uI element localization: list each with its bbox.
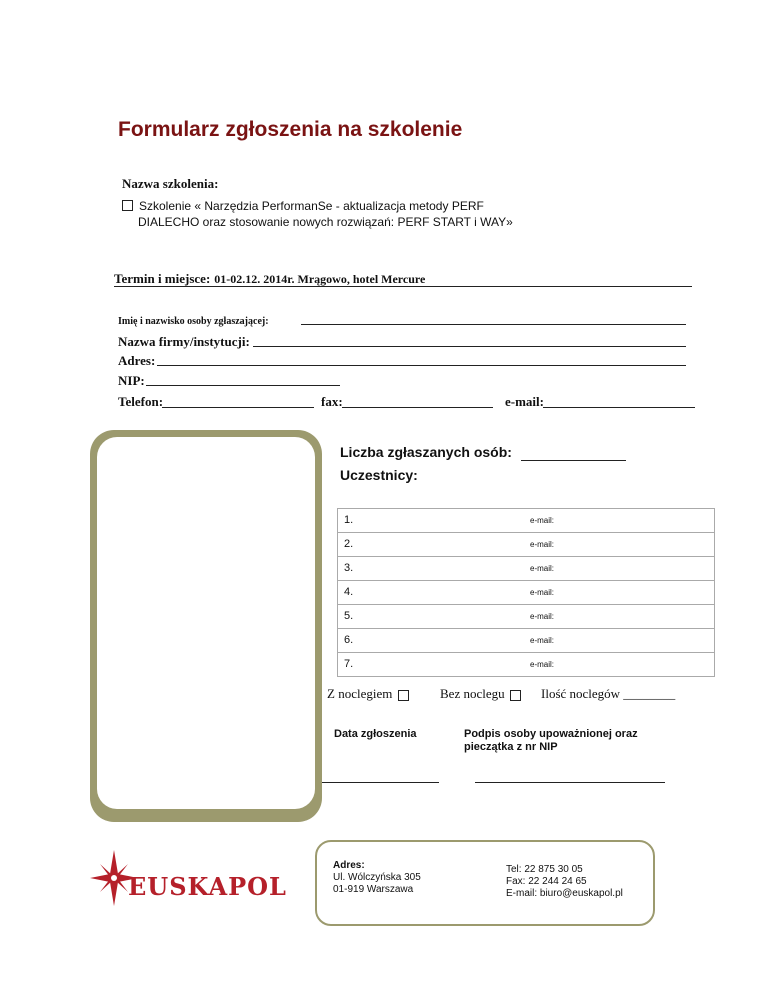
row-number: 5. — [344, 610, 354, 622]
lodging-with — [327, 686, 409, 702]
row-email-label: e-mail: — [530, 564, 555, 573]
contact-details — [506, 864, 623, 900]
address-label: Adres: — [118, 353, 156, 368]
contact-tel: Tel: 22 875 30 05 — [506, 864, 583, 875]
email-label: e-mail: — [505, 394, 544, 409]
page-title: Formularz zgłoszenia na szkolenie — [118, 118, 463, 141]
lodging-without-label: Bez noclegu — [440, 686, 505, 701]
table-row[interactable] — [338, 605, 714, 629]
nip-label: NIP: — [118, 373, 145, 388]
signature-label-line1: Podpis osoby upoważnionej oraz — [464, 728, 638, 740]
person-label: Imię i nazwisko osoby zgłaszającej: — [118, 316, 269, 327]
person-field[interactable] — [301, 324, 686, 325]
lodging-with-label: Z noclegiem — [327, 686, 393, 701]
training-checkbox[interactable] — [122, 200, 133, 211]
table-row[interactable] — [338, 653, 714, 676]
row-number: 4. — [344, 586, 354, 598]
company-field[interactable] — [253, 346, 686, 347]
row-email-label: e-mail: — [530, 516, 555, 525]
term-value: 01-02.12. 2014r. Mrągowo, hotel Mercure — [214, 272, 426, 286]
email-field[interactable] — [543, 407, 695, 408]
table-row[interactable] — [338, 557, 714, 581]
participant-count-text: Liczba zgłaszanych osób: — [340, 444, 512, 460]
phone-field[interactable] — [162, 407, 314, 408]
row-number: 1. — [344, 514, 354, 526]
training-option — [122, 198, 513, 230]
training-text-line1: Szkolenie « Narzędzia PerformanSe - aktualizacja metody PERF — [139, 199, 484, 213]
address-street: Ul. Wólczyńska 305 — [333, 872, 421, 883]
row-number: 3. — [344, 562, 354, 574]
date-field[interactable] — [322, 782, 439, 783]
contact-email[interactable]: E-mail: biuro@euskapol.pl — [506, 888, 623, 899]
address-field[interactable] — [157, 365, 686, 366]
nip-field[interactable] — [146, 385, 340, 386]
row-email-label: e-mail: — [530, 540, 555, 549]
company-label: Nazwa firmy/instytucji: — [118, 334, 250, 349]
participants-label: Uczestnicy: — [340, 467, 418, 483]
fax-label: fax: — [321, 394, 343, 409]
phone-label: Telefon: — [118, 394, 164, 409]
term-label: Termin i miejsce: — [114, 271, 211, 286]
date-label: Data zgłoszenia — [334, 728, 417, 740]
row-email-label: e-mail: — [530, 660, 555, 669]
row-number: 7. — [344, 658, 354, 670]
address-city: 01-919 Warszawa — [333, 884, 414, 895]
participant-count-label — [340, 444, 512, 460]
table-row[interactable] — [338, 629, 714, 653]
signature-label — [464, 728, 638, 754]
lodging-with-checkbox[interactable] — [398, 690, 409, 701]
table-row[interactable] — [338, 581, 714, 605]
logo-text: EUSKAPOL — [128, 872, 287, 901]
contact-fax: Fax: 22 244 24 65 — [506, 876, 587, 887]
contact-address — [333, 860, 421, 896]
address-heading: Adres: — [333, 860, 365, 871]
training-text-line2: DIALECHO oraz stosowanie nowych rozwiązań: PERF START i WAY» — [138, 215, 513, 229]
training-label: Nazwa szkolenia: — [122, 176, 219, 191]
participant-count-field[interactable] — [521, 460, 626, 461]
lodging-without — [440, 686, 521, 702]
table-row[interactable] — [338, 509, 714, 533]
table-row[interactable] — [338, 533, 714, 557]
fax-field[interactable] — [342, 407, 493, 408]
row-number: 6. — [344, 634, 354, 646]
row-email-label: e-mail: — [530, 636, 555, 645]
logo — [88, 848, 298, 908]
participants-table — [337, 508, 715, 677]
nights-count: Ilość noclegów ________ — [541, 686, 676, 701]
signature-label-line2: pieczątka z nr NIP — [464, 741, 558, 753]
signature-field[interactable] — [475, 782, 665, 783]
row-email-label: e-mail: — [530, 612, 555, 621]
decorative-frame-inner — [97, 437, 315, 809]
row-number: 2. — [344, 538, 354, 550]
lodging-without-checkbox[interactable] — [510, 690, 521, 701]
row-email-label: e-mail: — [530, 588, 555, 597]
term-line — [114, 270, 692, 287]
